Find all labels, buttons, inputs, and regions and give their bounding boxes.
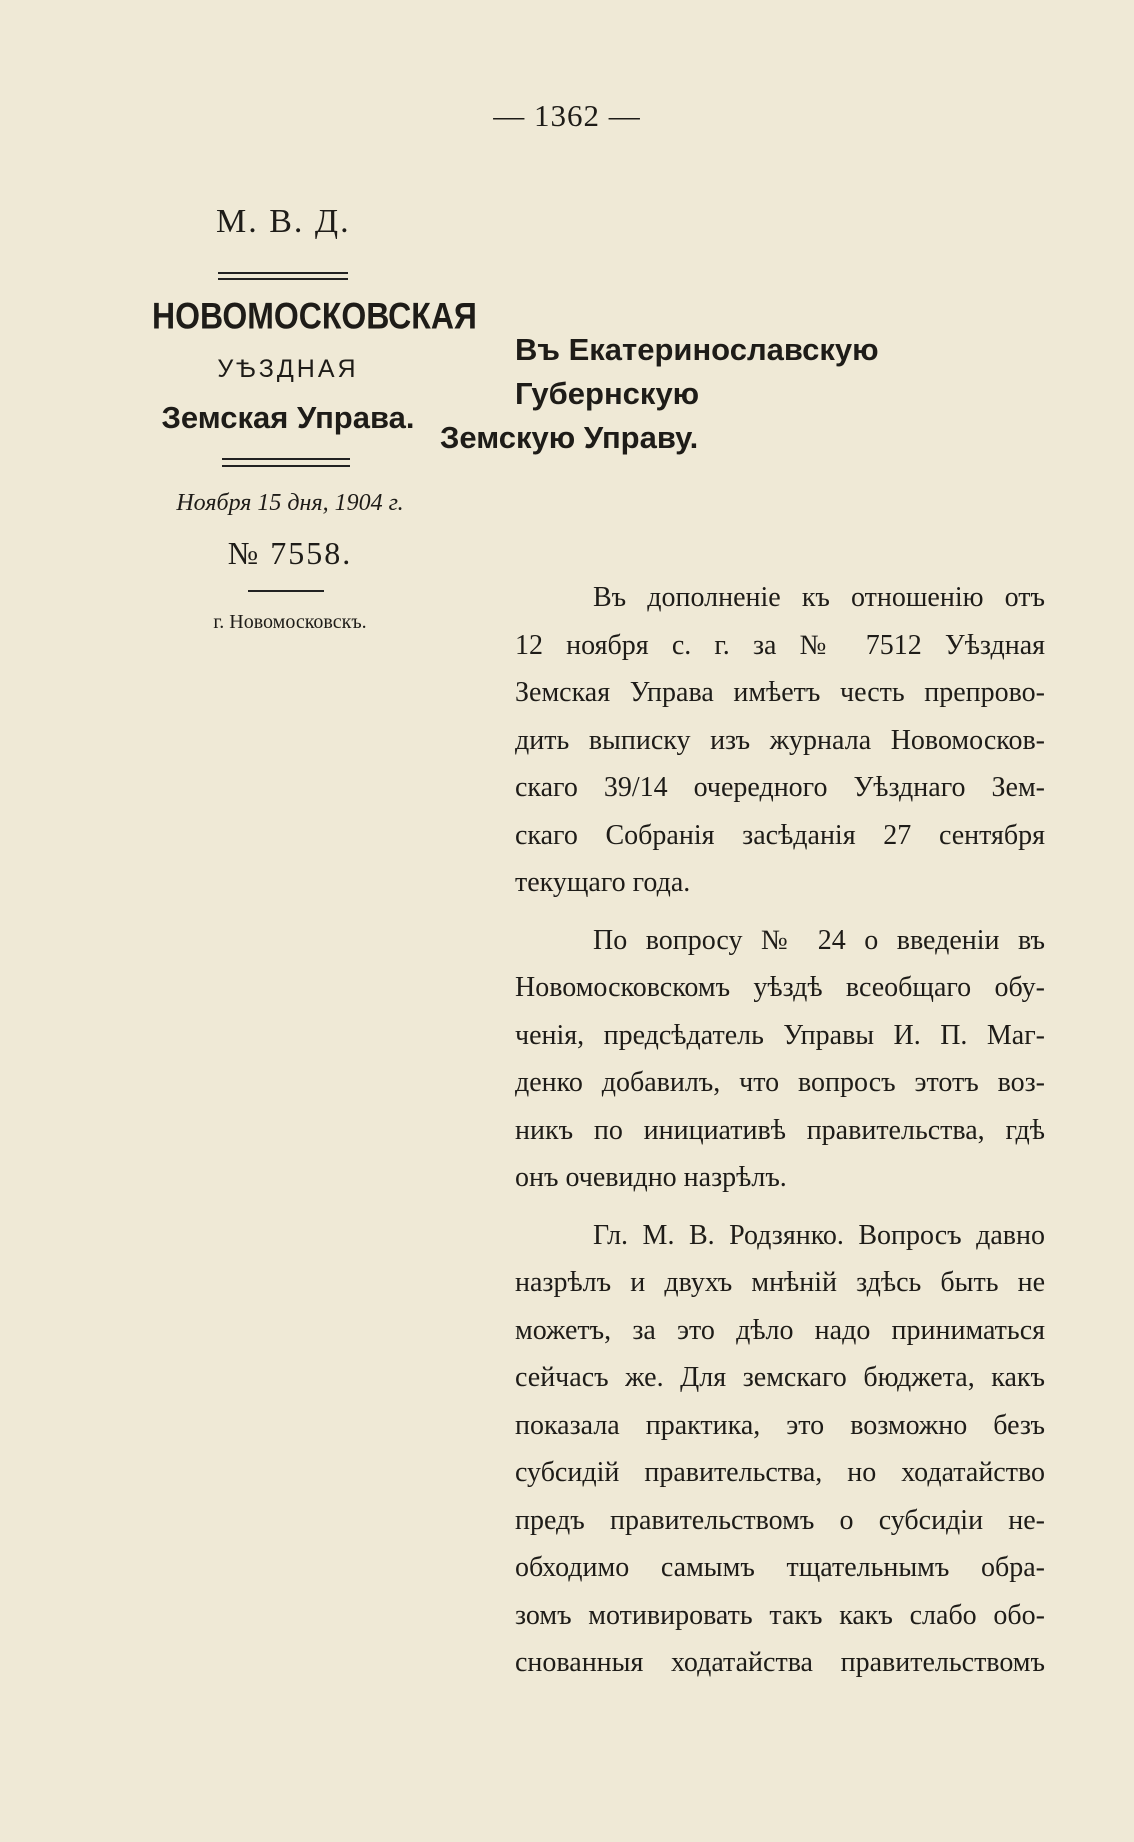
text-line: показала практика, это возможно безъ [515, 1409, 1045, 1441]
text-line: предъ правительствомъ о субсидіи не- [515, 1504, 1045, 1536]
text-line: денко добавилъ, что вопросъ этотъ воз- [515, 1067, 1045, 1098]
text-line: снованныя ходатайства правительствомъ [515, 1647, 1045, 1678]
text-line: По вопросу № 24 о введеніи въ [593, 924, 1045, 956]
text-line: скаго 39/14 очередного Уѣзднаго Зем- [515, 772, 1045, 803]
letter-number: № 7558. [227, 535, 353, 571]
page-number: — 1362 — [493, 98, 641, 133]
text-line: дить выписку изъ журнала Новомосков- [515, 724, 1045, 756]
paragraph [437, 574, 1045, 907]
divider-mid-2 [222, 465, 350, 467]
letter-date: Ноября 15 дня, 1904 г. [176, 490, 404, 516]
text-line: Въ дополненіе къ отношенію отъ [593, 582, 1045, 613]
paragraph [437, 917, 1045, 1202]
organization-subtitle: УѢЗДНАЯ [217, 355, 359, 383]
text-line: ченія, предсѣдатель Управы И. П. Маг- [515, 1019, 1045, 1051]
text-line: Гл. М. В. Родзянко. Вопросъ давно [593, 1219, 1045, 1251]
text-line: скаго Собранія засѣданія 27 сентября [515, 819, 1045, 851]
organization-name: НОВОМОСКОВСКАЯ [152, 295, 477, 337]
letter-city: г. Новомосковскъ. [213, 611, 367, 633]
text-line: субсидій правительства, но ходатайство [515, 1457, 1045, 1488]
paragraph [437, 1212, 1045, 1687]
addressee-line-2: Земскую Управу. [440, 420, 699, 455]
text-line: можетъ, за это дѣло надо приниматься [515, 1314, 1045, 1346]
divider-top-2 [218, 278, 348, 280]
text-line: никъ по инициативѣ правительства, гдѣ [515, 1114, 1045, 1146]
text-line: назрѣлъ и двухъ мнѣній здѣсь быть не [515, 1267, 1045, 1298]
addressee-block [440, 328, 1050, 460]
text-line: 12 ноября с. г. за № 7512 Уѣздная [515, 629, 1045, 661]
text-line: Земская Управа имѣетъ честь препрово- [515, 677, 1045, 708]
text-line: зомъ мотивировать такъ какъ слабо обо- [515, 1599, 1045, 1631]
organization-main: Земская Управа. [161, 400, 415, 435]
addressee-line-1: Въ Екатеринославскую Губернскую [515, 332, 879, 411]
text-line: текущаго года. [515, 867, 691, 898]
text-line: сейчасъ же. Для земскаго бюджета, какъ [515, 1362, 1045, 1393]
text-line: Новомосковскомъ уѣздѣ всеобщаго обу- [515, 972, 1045, 1003]
text-line: онъ очевидно назрѣлъ. [515, 1162, 787, 1193]
divider-short [248, 590, 324, 592]
divider-top-1 [218, 272, 348, 274]
letter-body [437, 574, 1045, 1687]
divider-mid-1 [222, 458, 350, 460]
ministry-abbreviation: М. В. Д. [216, 203, 351, 240]
text-line: обходимо самымъ тщательнымъ обра- [515, 1552, 1045, 1583]
